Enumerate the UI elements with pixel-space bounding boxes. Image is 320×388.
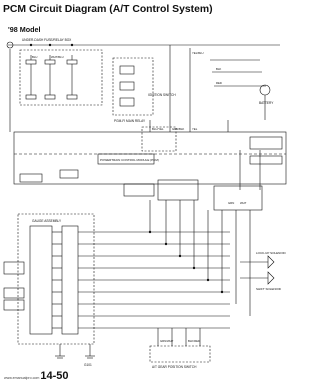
page-number: 14-50 — [40, 370, 69, 382]
footer-url: www.emanualpro.com — [4, 376, 40, 380]
wire-color-label: YEL — [192, 127, 198, 131]
footer — [4, 366, 69, 384]
wire-color-label: WHT/BLU — [51, 55, 64, 59]
page-title: PCM Circuit Diagram (A/T Control System) — [3, 4, 213, 15]
ignition-switch-label: IGNITION SWITCH — [148, 93, 176, 97]
gear-position-switch-box — [150, 346, 210, 362]
wire-color-label: YEL/BLU — [192, 51, 204, 55]
wire-color-label: RED — [216, 81, 222, 85]
main-relay-label: PGM-FI MAIN RELAY — [114, 119, 146, 123]
battery-label: BATTERY — [259, 101, 274, 105]
wire-color-label: BLK — [216, 67, 222, 71]
model-label: '98 Model — [8, 25, 41, 34]
wire-color-label: BLU — [32, 55, 38, 59]
gauge-assembly-box — [18, 214, 94, 344]
wire-color-label: GRN — [228, 201, 235, 205]
wire-color-label: GRN/BLK — [172, 127, 185, 131]
gear-switch-label: A/T GEAR POSITION SWITCH — [152, 365, 197, 369]
lockup-solenoid-label: LOCK-UP SOLENOID — [256, 251, 286, 255]
wire-color-label: WHT — [240, 201, 247, 205]
ground-label: G101 — [84, 363, 92, 367]
main-relay-box — [113, 58, 153, 115]
wire-color-label: GRN/WHT — [160, 339, 174, 343]
wire-color-label: BLU/YEL — [152, 127, 164, 131]
wire-color-label: BLK/RED — [188, 339, 200, 343]
pcm-label: POWERTRAIN CONTROL MODULE (PCM) — [100, 158, 159, 162]
shift-solenoid-label: SHIFT SOLENOID — [256, 287, 281, 291]
gauge-assembly-label: GAUGE ASSEMBLY — [32, 219, 62, 223]
fuse-box-label: UNDER-DASH FUSE/RELAY BOX — [22, 38, 72, 42]
